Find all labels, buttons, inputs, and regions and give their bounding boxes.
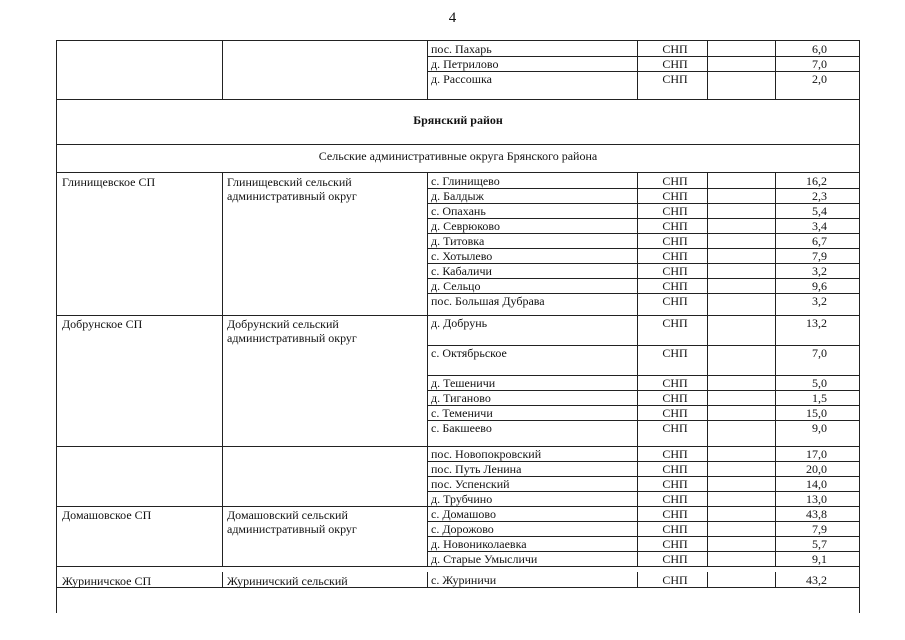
settlement-name: д. Севрюково: [431, 219, 501, 233]
settlement-type: СНП: [662, 522, 688, 536]
col-border: [637, 506, 638, 566]
settlement-name: пос. Большая Дубрава: [431, 294, 545, 308]
settlement-distance: 5,7: [812, 537, 827, 551]
okrug-name: административный округ: [227, 189, 357, 203]
district-title-text: Брянский район: [413, 113, 503, 127]
col-border: [427, 446, 428, 506]
settlement-distance: 1,5: [812, 391, 827, 405]
settlement-distance: 43,8: [806, 507, 827, 521]
settlement-distance: 20,0: [806, 462, 827, 476]
settlement-name: д. Сельцо: [431, 279, 481, 293]
okrug-name: Глинищевский сельский: [227, 175, 352, 189]
col-border: [637, 41, 638, 99]
col-border: [222, 41, 223, 99]
settlement-distance: 9,6: [812, 279, 827, 293]
settlement-distance: 7,9: [812, 249, 827, 263]
col-border: [707, 41, 708, 99]
settlement-distance: 14,0: [806, 477, 827, 491]
settlement-type: СНП: [662, 391, 688, 405]
col-border: [427, 506, 428, 566]
okrug-name: Добрунский сельский: [227, 317, 339, 331]
settlement-distance: 3,2: [812, 294, 827, 308]
settlement-distance: 3,4: [812, 219, 827, 233]
settlement-type: СНП: [662, 447, 688, 461]
settlement-distance: 5,4: [812, 204, 827, 218]
settlement-name: д. Тешеничи: [431, 376, 496, 390]
settlement-distance: 7,9: [812, 522, 827, 536]
col-border: [707, 572, 708, 587]
settlement-type: СНП: [662, 189, 688, 203]
col-border: [707, 315, 708, 446]
settlement-type: СНП: [662, 279, 688, 293]
row-divider: [427, 587, 859, 588]
sp-name: Домашовское СП: [62, 508, 152, 522]
settlement-type: СНП: [662, 346, 688, 360]
settlement-distance: 15,0: [806, 406, 827, 420]
settlement-name: д. Петрилово: [431, 57, 499, 71]
settlement-name: с. Опахань: [431, 204, 486, 218]
settlement-type: СНП: [662, 264, 688, 278]
settlement-name: с. Хотылево: [431, 249, 493, 263]
settlement-name: с. Дорожово: [431, 522, 494, 536]
settlement-distance: 13,2: [806, 316, 827, 330]
col-border: [707, 446, 708, 506]
settlement-distance: 17,0: [806, 447, 827, 461]
settlement-name: с. Кабаличи: [431, 264, 492, 278]
settlement-type: СНП: [662, 42, 688, 56]
settlement-distance: 3,2: [812, 264, 827, 278]
settlements-table: [56, 40, 860, 613]
col-border: [637, 446, 638, 506]
group-divider: [57, 566, 427, 567]
col-border: [775, 446, 776, 506]
settlement-name: пос. Успенский: [431, 477, 510, 491]
settlement-distance: 13,0: [806, 492, 827, 506]
settlement-name: пос. Путь Ленина: [431, 462, 522, 476]
settlement-type: СНП: [662, 376, 688, 390]
settlement-name: д. Балдыж: [431, 189, 484, 203]
settlement-distance: 2,0: [812, 72, 827, 86]
settlement-name: пос. Новопокровский: [431, 447, 542, 461]
col-border: [637, 572, 638, 587]
subtitle: [57, 145, 859, 173]
col-border: [775, 572, 776, 587]
col-border: [775, 173, 776, 315]
settlement-name: с. Октябрьское: [431, 346, 507, 360]
subtitle-text: Сельские административные округа Брянского района: [318, 149, 598, 163]
okrug-name: Домашовский сельский: [227, 508, 348, 522]
group-divider: [57, 315, 427, 316]
col-border: [222, 315, 223, 446]
settlement-name: с. Бакшеево: [431, 421, 492, 435]
okrug-name: Журиничский сельский: [227, 574, 348, 588]
settlement-type: СНП: [662, 462, 688, 476]
settlement-type: СНП: [662, 492, 688, 506]
settlement-type: СНП: [662, 537, 688, 551]
settlement-type: СНП: [662, 552, 688, 566]
col-border: [222, 572, 223, 587]
settlement-type: СНП: [662, 406, 688, 420]
page-number: 4: [448, 10, 457, 26]
settlement-name: д. Новониколаевка: [431, 537, 527, 551]
settlement-name: с. Журиничи: [431, 573, 497, 587]
settlement-name: д. Трубчино: [431, 492, 493, 506]
group-divider: [57, 506, 427, 507]
settlement-type: СНП: [662, 421, 688, 435]
settlement-type: СНП: [662, 249, 688, 263]
settlement-distance: 2,3: [812, 189, 827, 203]
col-border: [222, 506, 223, 566]
settlement-distance: 9,1: [812, 552, 827, 566]
settlement-type: СНП: [662, 477, 688, 491]
col-border: [427, 173, 428, 315]
col-border: [427, 41, 428, 99]
sp-name: Добрунское СП: [62, 317, 143, 331]
col-border: [222, 173, 223, 315]
settlement-type: СНП: [662, 204, 688, 218]
settlement-type: СНП: [662, 507, 688, 521]
settlement-name: д. Рассошка: [431, 72, 492, 86]
settlement-distance: 43,2: [806, 573, 827, 587]
settlement-name: с. Глинищево: [431, 174, 500, 188]
sp-name: Глинищевское СП: [62, 175, 156, 189]
settlement-type: СНП: [662, 316, 688, 330]
settlement-distance: 6,0: [812, 42, 827, 56]
settlement-type: СНП: [662, 72, 688, 86]
col-border: [775, 315, 776, 446]
col-border: [427, 572, 428, 587]
settlement-distance: 16,2: [806, 174, 827, 188]
settlement-type: СНП: [662, 219, 688, 233]
col-border: [637, 173, 638, 315]
settlement-type: СНП: [662, 234, 688, 248]
settlement-type: СНП: [662, 57, 688, 71]
col-border: [775, 41, 776, 99]
settlement-type: СНП: [662, 294, 688, 308]
okrug-name: административный округ: [227, 331, 357, 345]
settlement-name: д. Добрунь: [431, 316, 488, 330]
settlement-distance: 7,0: [812, 57, 827, 71]
settlement-name: д. Тиганово: [431, 391, 491, 405]
settlement-name: пос. Пахарь: [431, 42, 492, 56]
district-title: [57, 99, 859, 145]
group-divider: [57, 446, 427, 447]
settlement-name: д. Старые Умысличи: [431, 552, 538, 566]
okrug-name: административный округ: [227, 522, 357, 536]
settlement-distance: 5,0: [812, 376, 827, 390]
settlement-name: д. Титовка: [431, 234, 485, 248]
row-divider: [427, 566, 859, 567]
settlement-distance: 7,0: [812, 346, 827, 360]
col-border: [427, 315, 428, 446]
settlement-type: СНП: [662, 174, 688, 188]
settlement-name: с. Домашово: [431, 507, 496, 521]
col-border: [707, 173, 708, 315]
col-border: [222, 446, 223, 506]
col-border: [775, 506, 776, 566]
settlement-name: с. Теменичи: [431, 406, 493, 420]
settlement-type: СНП: [662, 573, 688, 587]
col-border: [707, 506, 708, 566]
settlement-distance: 6,7: [812, 234, 827, 248]
sp-name: Журиничское СП: [62, 574, 152, 588]
settlement-distance: 9,0: [812, 421, 827, 435]
col-border: [637, 315, 638, 446]
